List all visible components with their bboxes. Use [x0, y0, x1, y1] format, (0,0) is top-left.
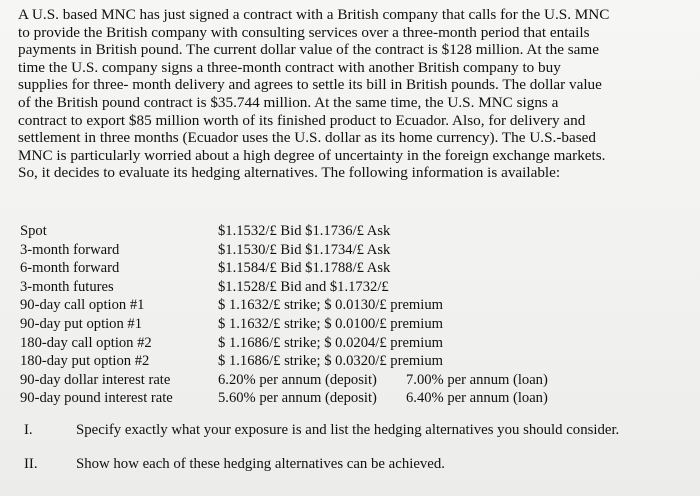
question-item	[24, 456, 619, 490]
row-value: $ 1.1686/£ strike; $ 0.0204/£ premium	[218, 334, 443, 351]
question-text: Specify exactly what your exposure is and list the hedging alternatives you should consider.	[76, 422, 620, 438]
problem-paragraph	[18, 6, 684, 182]
row-value: $1.1532/£ Bid $1.1736/£ Ask	[218, 223, 391, 239]
question-number: II.	[24, 456, 38, 472]
market-data-row	[20, 389, 548, 408]
market-data-row	[20, 352, 548, 371]
row-label: 90-day dollar interest rate	[20, 371, 171, 388]
row-extra: 7.00% per annum (loan)	[406, 371, 548, 388]
market-data-row	[20, 315, 548, 334]
question-text: Show how each of these hedging alternatives can be achieved.	[76, 456, 445, 472]
row-label: 180-day put option #2	[20, 353, 150, 370]
paragraph-line: payments in British pound. The current dollar value of the contract is $128 million. At the same	[18, 41, 599, 59]
row-label: Spot	[20, 223, 47, 239]
paragraph-line: A U.S. based MNC has just signed a contract with a British company that calls for the U.S. MNC	[18, 6, 610, 23]
market-data-row	[20, 241, 548, 260]
questions-list	[24, 422, 619, 490]
market-data-row	[20, 259, 548, 278]
paragraph-line: supplies for three- month delivery and agrees to settle its bill in British pounds. The dollar value	[18, 76, 602, 94]
row-label: 3-month futures	[20, 278, 114, 295]
question-item	[24, 422, 619, 456]
market-data-row	[20, 334, 548, 353]
paragraph-line: So, it decides to evaluate its hedging alternatives. The following information is available:	[18, 164, 561, 182]
row-value: $1.1528/£ Bid and $1.1732/£	[218, 278, 389, 295]
market-data-row	[20, 222, 548, 241]
market-data-row	[20, 296, 548, 315]
paragraph-line: of the British pound contract is $35.744 million. At the same time, the U.S. MNC signs a	[18, 93, 559, 111]
row-value: 5.60% per annum (deposit)	[218, 390, 377, 407]
market-data-row	[20, 278, 548, 297]
row-label: 6-month forward	[20, 260, 120, 277]
market-data-table	[20, 222, 548, 408]
row-label: 90-day pound interest rate	[20, 390, 173, 407]
paragraph-line: MNC is particularly worried about a high degree of uncertainty in the foreign exchange markets.	[18, 146, 606, 164]
paragraph-line: contract to export $85 million worth of its finished product to Ecuador. Also, for delivery and	[18, 111, 586, 129]
row-value: $ 1.1632/£ strike; $ 0.0130/£ premium	[218, 297, 443, 314]
paragraph-line: to provide the British company with consulting services over a three-month period that entails	[18, 23, 590, 41]
market-data-row	[20, 371, 548, 390]
question-number: I.	[24, 422, 33, 438]
row-extra: 6.40% per annum (loan)	[406, 390, 548, 407]
row-value: 6.20% per annum (deposit)	[218, 371, 377, 388]
row-value: $ 1.1686/£ strike; $ 0.0320/£ premium	[218, 353, 443, 370]
row-label: 90-day put option #1	[20, 315, 143, 332]
row-label: 90-day call option #1	[20, 297, 145, 314]
row-label: 3-month forward	[20, 241, 120, 258]
row-value: $ 1.1632/£ strike; $ 0.0100/£ premium	[218, 315, 443, 332]
row-value: $1.1530/£ Bid $1.1734/£ Ask	[218, 241, 391, 258]
paragraph-line: time the U.S. company signs a three-month contract with another British company to buy	[18, 58, 561, 76]
row-value: $1.1584/£ Bid $1.1788/£ Ask	[218, 260, 391, 277]
paragraph-line: settlement in three months (Ecuador uses the U.S. dollar as its home currency). The U.S.-based	[18, 129, 596, 147]
row-label: 180-day call option #2	[20, 334, 152, 351]
